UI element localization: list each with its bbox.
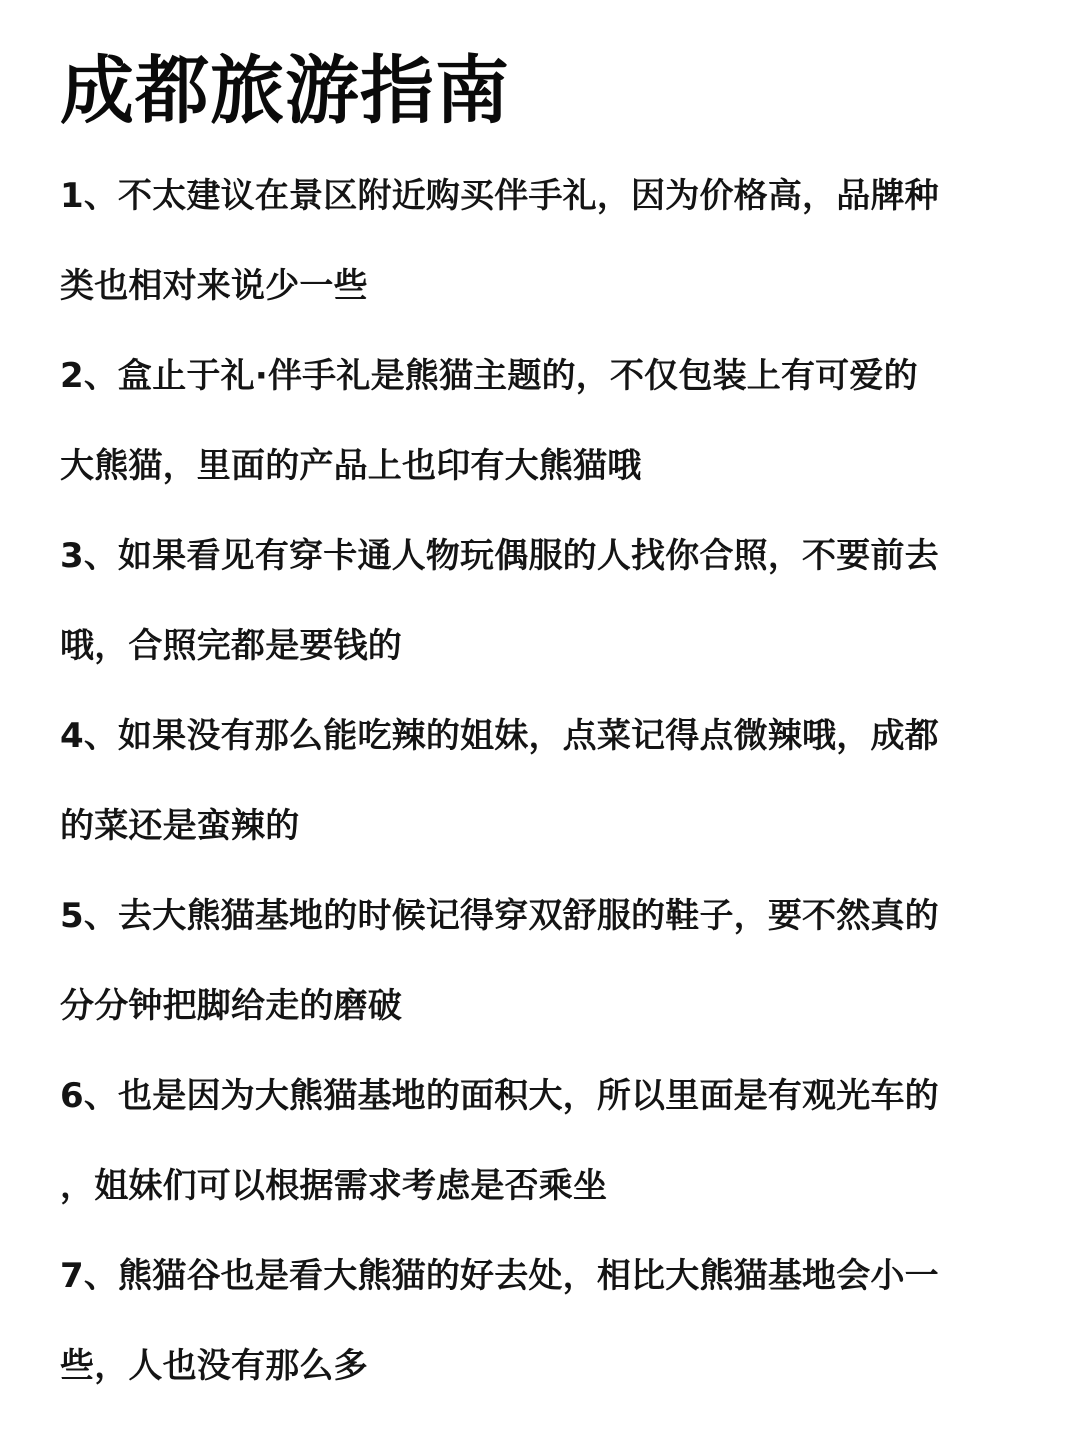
tip-item-2 [60,331,1028,511]
tip-line: 7、熊猫谷也是看大熊猫的好去处，相比大熊猫基地会小一 [60,1256,939,1296]
tip-item-1 [60,151,1028,331]
tip-line: 类也相对来说少一些 [60,266,368,306]
tip-line: 3、如果看见有穿卡通人物玩偶服的人找你合照，不要前去 [60,536,939,576]
tip-item-5 [60,871,1028,1051]
tip-line: 大熊猫，里面的产品上也印有大熊猫哦 [60,446,642,486]
tips-list [60,151,1028,1411]
tip-line: 的菜还是蛮辣的 [60,806,300,846]
tip-item-6 [60,1051,1028,1231]
tip-line: 分分钟把脚给走的磨破 [60,986,402,1026]
tip-item-7 [60,1231,1028,1411]
tip-item-3 [60,511,1028,691]
tip-line: 1、不太建议在景区附近购买伴手礼，因为价格高，品牌种 [60,176,939,216]
tip-line: 些，人也没有那么多 [60,1346,368,1386]
tip-item-4 [60,691,1028,871]
tip-line: 2、盒止于礼·伴手礼是熊猫主题的，不仅包装上有可爱的 [60,356,918,396]
tip-line: ，姐妹们可以根据需求考虑是否乘坐 [60,1166,608,1206]
tip-line: 5、去大熊猫基地的时候记得穿双舒服的鞋子，要不然真的 [60,896,939,936]
tip-line: 哦，合照完都是要钱的 [60,626,402,666]
tip-line: 4、如果没有那么能吃辣的姐妹，点菜记得点微辣哦，成都 [60,716,939,756]
tip-line: 6、也是因为大熊猫基地的面积大，所以里面是有观光车的 [60,1076,939,1116]
page-title: 成都旅游指南 [60,48,510,134]
